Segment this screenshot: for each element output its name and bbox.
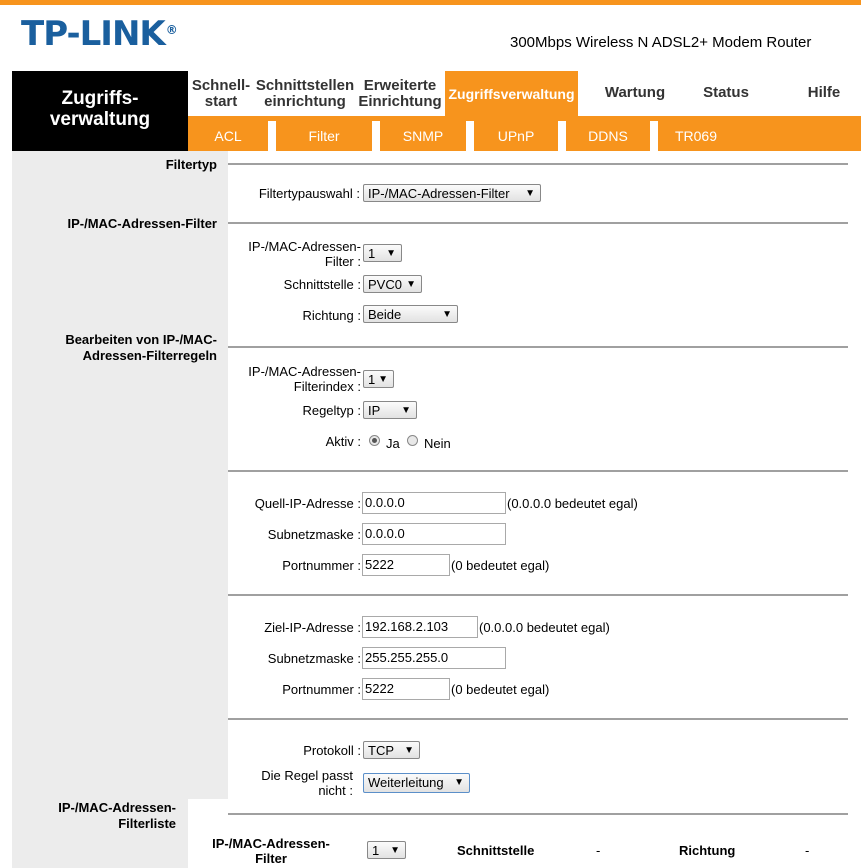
chevron-down-icon: ▼ (525, 188, 535, 199)
radio-selected-dot (372, 438, 377, 443)
top-accent-bar (0, 0, 861, 5)
nomatch-select[interactable]: Weiterleitung ▼ (363, 773, 470, 793)
sidebar-ipmac-filter: IP-/MAC-Adressen-Filter (67, 216, 217, 231)
aktiv-ja-label: Ja (386, 436, 400, 451)
quell-ip-note: (0.0.0.0 bedeutet egal) (507, 496, 638, 511)
chevron-down-icon: ▼ (390, 845, 400, 856)
subnav-filter[interactable]: Filter (276, 121, 372, 151)
ziel-ip-input[interactable]: 192.168.2.103 (362, 616, 478, 638)
ziel-ip-label: Ziel-IP-Adresse : (264, 620, 361, 635)
ziel-mask-input[interactable]: 255.255.255.0 (362, 647, 506, 669)
chevron-down-icon: ▼ (401, 405, 411, 416)
quell-ip-label: Quell-IP-Adresse : (254, 496, 361, 511)
nav-hilfe[interactable]: Hilfe (807, 84, 841, 101)
protokoll-select[interactable]: TCP ▼ (363, 741, 420, 759)
quell-port-note: (0 bedeutet egal) (451, 558, 550, 573)
section-divider (228, 222, 848, 224)
subnav-snmp[interactable]: SNMP (380, 121, 466, 151)
filterindex-select[interactable]: 1 ▼ (363, 370, 394, 388)
ziel-port-input[interactable]: 5222 (362, 678, 450, 700)
section-divider (228, 163, 848, 165)
sidebar-filterliste: IP-/MAC-Adressen- Filterliste (58, 800, 176, 831)
list-schnittstelle-value: - (596, 843, 601, 858)
chevron-down-icon: ▼ (454, 777, 464, 788)
list-richtung-value: - (805, 843, 810, 858)
list-filter-label: IP-/MAC-Adressen- Filter (212, 836, 330, 866)
chevron-down-icon: ▼ (378, 374, 388, 385)
chevron-down-icon: ▼ (404, 745, 414, 756)
nav-wartung[interactable]: Wartung (604, 84, 666, 101)
list-filter-select[interactable]: 1 ▼ (367, 841, 406, 859)
aktiv-nein-radio[interactable] (407, 435, 418, 446)
ziel-port-label: Portnummer : (282, 682, 361, 697)
subnav-tr069[interactable]: TR069 (658, 121, 734, 151)
left-sidebar (12, 151, 228, 868)
ipmac-filter-label: IP-/MAC-Adressen- Filter : (248, 239, 361, 269)
schnittstelle-label: Schnittstelle : (283, 277, 361, 292)
chevron-down-icon: ▼ (442, 309, 452, 320)
filtertypauswahl-select[interactable]: IP-/MAC-Adressen-Filter ▼ (363, 184, 541, 202)
filterindex-label: IP-/MAC-Adressen- Filterindex : (248, 364, 361, 394)
chevron-down-icon: ▼ (386, 248, 396, 259)
tp-link-logo: TP-LINK® (21, 14, 177, 54)
subnav-divider (558, 121, 566, 151)
quell-mask-input[interactable]: 0.0.0.0 (362, 523, 506, 545)
section-divider (228, 346, 848, 348)
regeltyp-select[interactable]: IP ▼ (363, 401, 417, 419)
subnav-upnp[interactable]: UPnP (474, 121, 558, 151)
section-divider (188, 813, 848, 815)
ziel-mask-label: Subnetzmaske : (267, 651, 361, 666)
filtertypauswahl-label: Filtertypauswahl : (258, 186, 360, 201)
nav-erweiterte-einrichtung[interactable]: Erweiterte Einrichtung (358, 77, 442, 110)
quell-ip-input[interactable]: 0.0.0.0 (362, 492, 506, 514)
section-divider (228, 594, 848, 596)
regeltyp-label: Regeltyp : (302, 403, 361, 418)
ziel-ip-note: (0.0.0.0 bedeutet egal) (479, 620, 610, 635)
router-model: 300Mbps Wireless N ADSL2+ Modem Router (510, 34, 812, 51)
aktiv-ja-radio[interactable] (369, 435, 380, 446)
sidebar-edit-rules: Bearbeiten von IP-/MAC- Adressen-Filterregeln (65, 332, 217, 363)
schnittstelle-select[interactable]: PVC0 ▼ (363, 275, 422, 293)
list-schnittstelle-header: Schnittstelle (457, 843, 535, 858)
nomatch-label: Die Regel passt nicht : (261, 768, 353, 798)
quell-port-input[interactable]: 5222 (362, 554, 450, 576)
subnav-divider (650, 121, 658, 151)
nav-schnellstart[interactable]: Schnell- start (191, 77, 251, 110)
subnav-acl[interactable]: ACL (188, 121, 268, 151)
list-richtung-header: Richtung (679, 843, 736, 858)
richtung-select[interactable]: Beide ▼ (363, 305, 458, 323)
section-divider (228, 470, 848, 472)
protokoll-label: Protokoll : (303, 743, 361, 758)
richtung-label: Richtung : (302, 308, 361, 323)
subnav-divider (466, 121, 474, 151)
subnav-divider (372, 121, 380, 151)
subnav-ddns[interactable]: DDNS (566, 121, 650, 151)
nav-status[interactable]: Status (703, 84, 749, 101)
aktiv-nein-label: Nein (424, 436, 451, 451)
sidebar-filtertyp: Filtertyp (165, 157, 217, 172)
quell-mask-label: Subnetzmaske : (267, 527, 361, 542)
nav-schnittstelleneinrichtung[interactable]: Schnittstellen einrichtung (255, 77, 355, 110)
page-title: Zugriffs- verwaltung (49, 88, 151, 130)
subnav-divider (268, 121, 276, 151)
ipmac-filter-select[interactable]: 1 ▼ (363, 244, 402, 262)
nav-zugriffsverwaltung[interactable]: Zugriffsverwaltung (445, 71, 578, 116)
chevron-down-icon: ▼ (406, 279, 416, 290)
aktiv-label: Aktiv : (325, 434, 361, 449)
section-divider (228, 718, 848, 720)
quell-port-label: Portnummer : (282, 558, 361, 573)
ziel-port-note: (0 bedeutet egal) (451, 682, 550, 697)
